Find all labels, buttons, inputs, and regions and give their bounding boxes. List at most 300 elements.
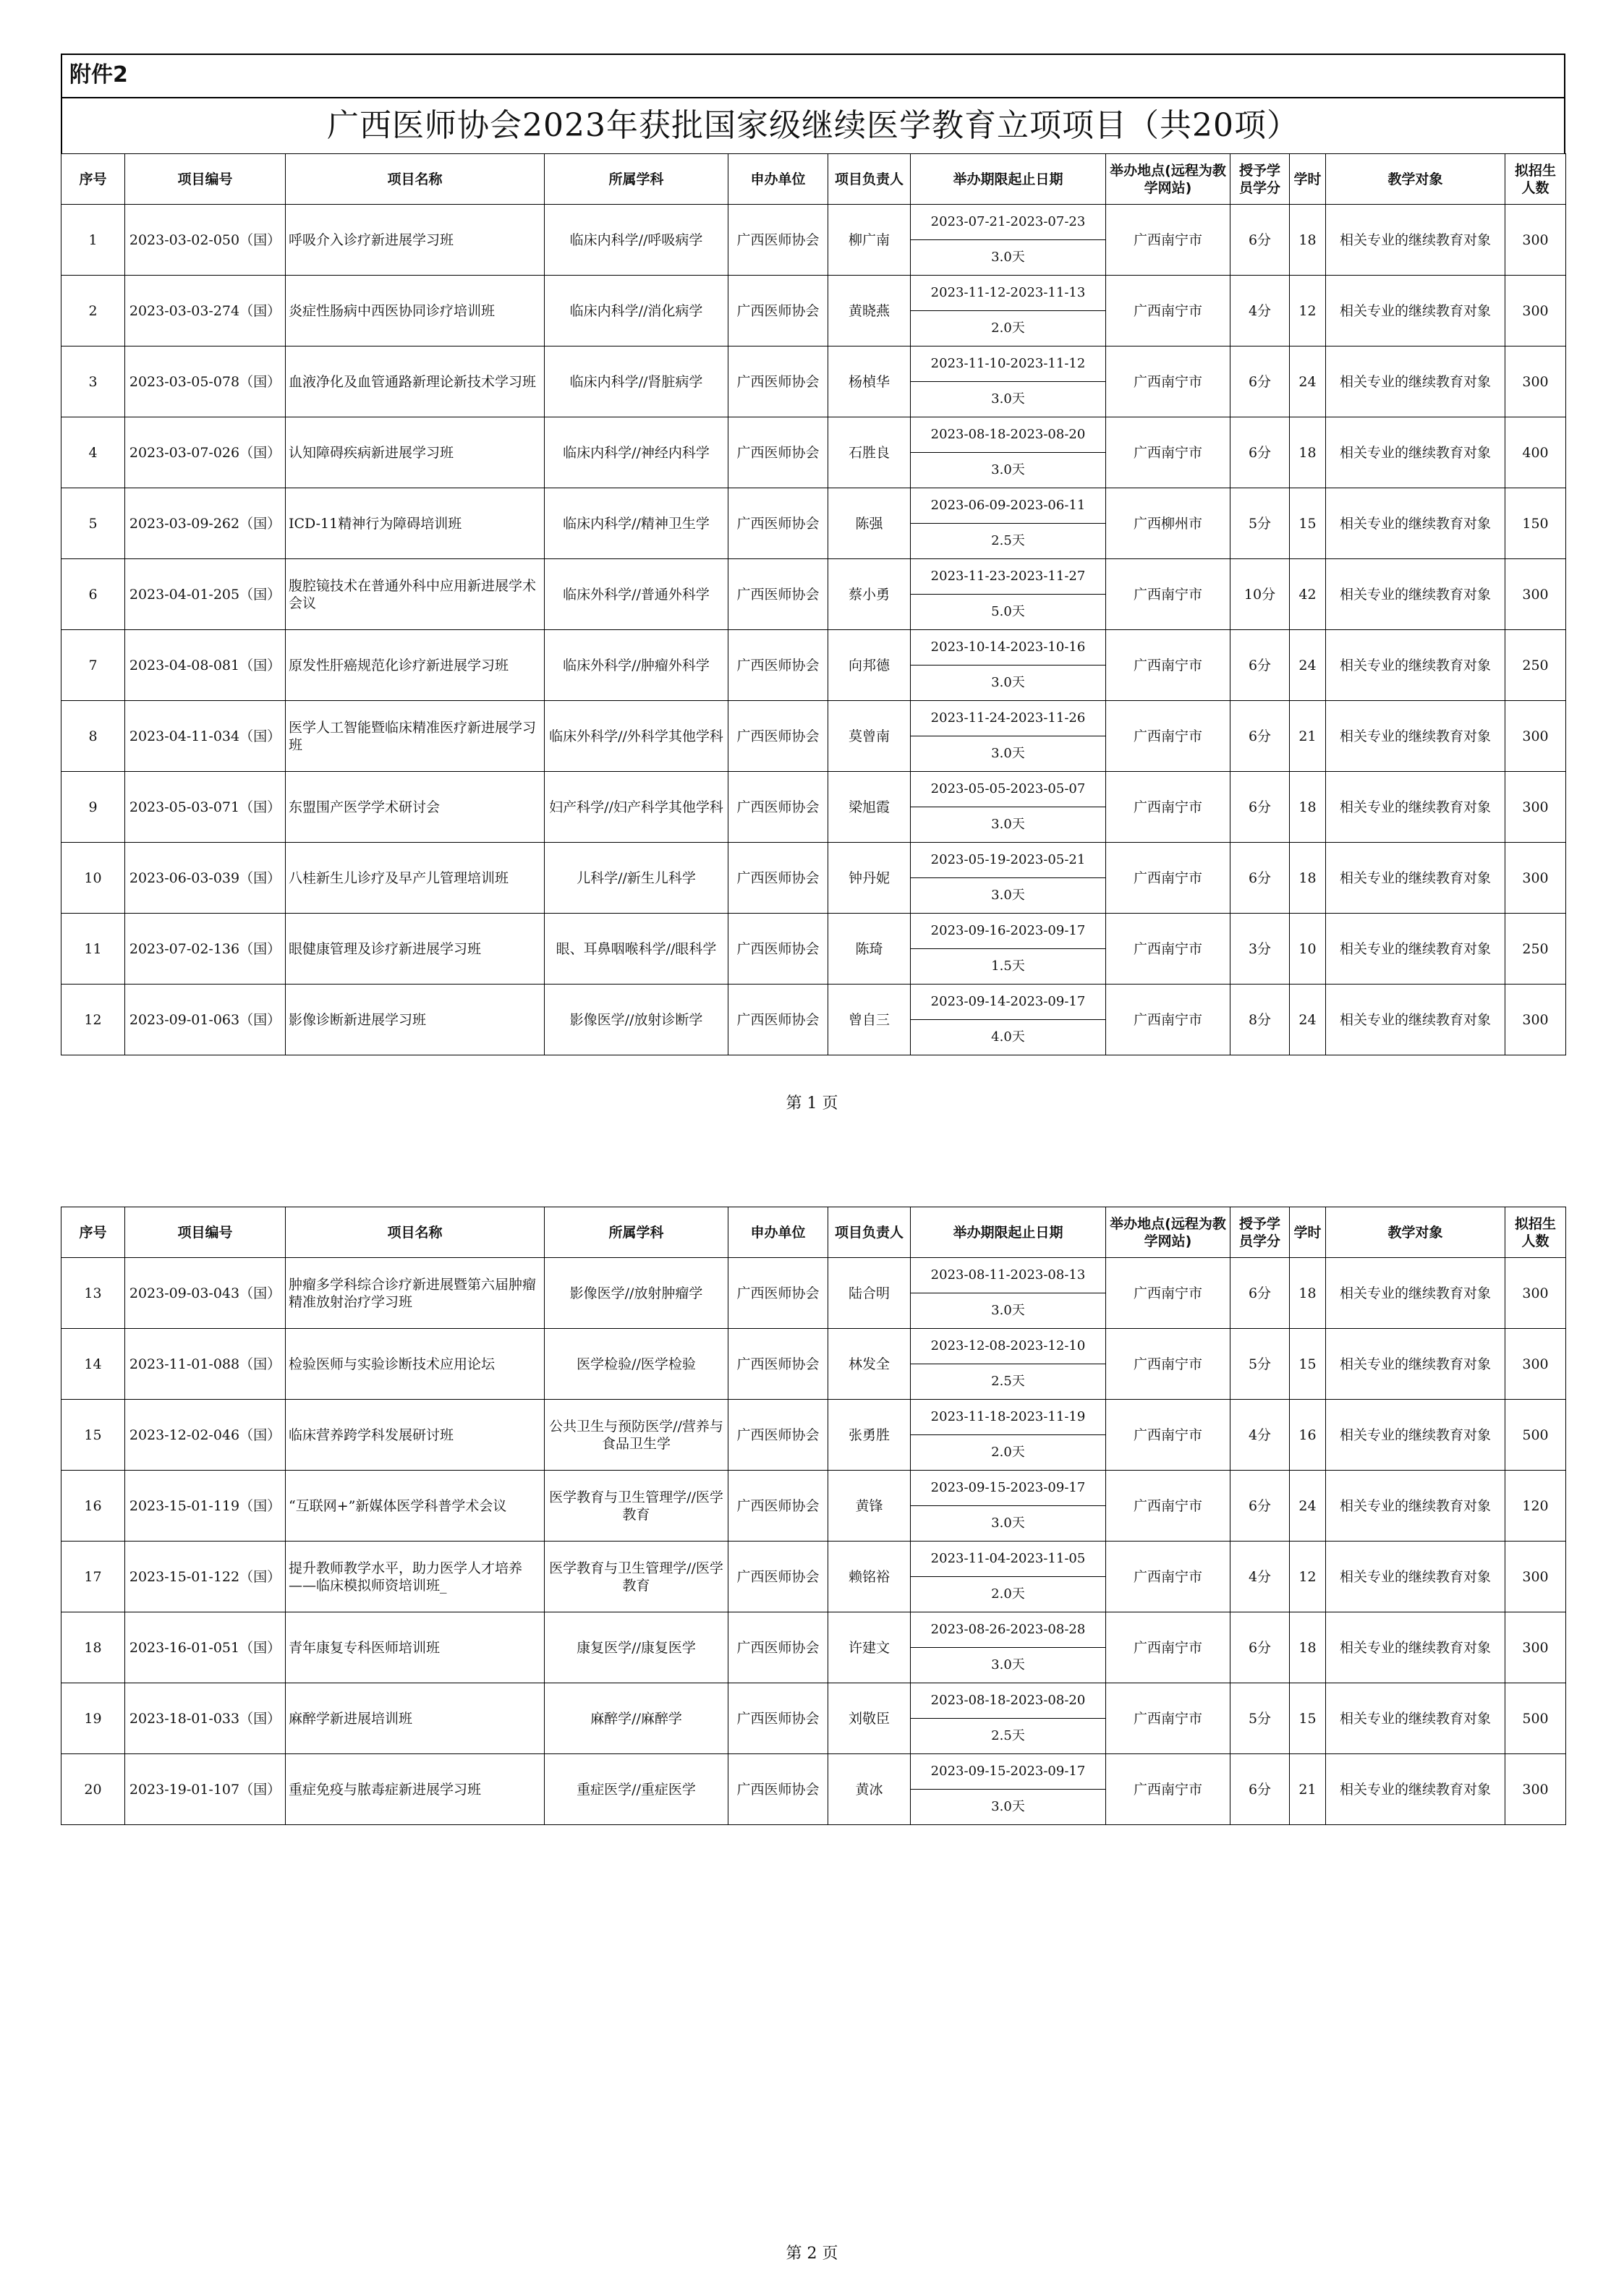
cell-enroll: 300 <box>1505 346 1566 417</box>
document-title: 广西医师协会2023年获批国家级继续医学教育立项项目（共20项） <box>61 97 1565 153</box>
cell-hours: 24 <box>1290 346 1326 417</box>
header-target: 教学对象 <box>1326 1207 1505 1258</box>
cell-lead: 许建文 <box>828 1612 911 1683</box>
cell-credit: 6分 <box>1230 772 1290 843</box>
cell-credit: 4分 <box>1230 1542 1290 1612</box>
table-row <box>61 346 1566 382</box>
cell-enroll: 300 <box>1505 205 1566 276</box>
cell-hours: 18 <box>1290 843 1326 914</box>
cell-lead: 曾自三 <box>828 985 911 1055</box>
cell-target: 相关专业的继续教育对象 <box>1326 417 1505 488</box>
cell-dates: 2023-08-11-2023-08-13 <box>911 1258 1106 1293</box>
cell-dates: 2023-09-16-2023-09-17 <box>911 914 1106 949</box>
cell-days: 3.0天 <box>911 453 1106 488</box>
cell-code: 2023-09-01-063（国） <box>125 985 286 1055</box>
cell-dates: 2023-10-14-2023-10-16 <box>911 630 1106 666</box>
cell-subject: 医学检验//医学检验 <box>545 1329 728 1400</box>
cell-lead: 赖铭裕 <box>828 1542 911 1612</box>
cell-hours: 16 <box>1290 1400 1326 1471</box>
cell-lead: 陆合明 <box>828 1258 911 1329</box>
cell-place: 广西柳州市 <box>1106 488 1230 559</box>
header-org: 申办单位 <box>728 1207 828 1258</box>
cell-days: 3.0天 <box>911 736 1106 772</box>
cell-lead: 陈琦 <box>828 914 911 985</box>
cell-target: 相关专业的继续教育对象 <box>1326 1754 1505 1825</box>
table-row <box>61 843 1566 878</box>
cell-hours: 12 <box>1290 276 1326 346</box>
table-row <box>61 985 1566 1020</box>
cell-lead: 陈强 <box>828 488 911 559</box>
cell-target: 相关专业的继续教育对象 <box>1326 1329 1505 1400</box>
cell-target: 相关专业的继续教育对象 <box>1326 701 1505 772</box>
cell-credit: 6分 <box>1230 1471 1290 1542</box>
cell-enroll: 500 <box>1505 1683 1566 1754</box>
cell-name: 青年康复专科医师培训班 <box>286 1612 545 1683</box>
table-row <box>61 1754 1566 1790</box>
cell-code: 2023-03-07-026（国） <box>125 417 286 488</box>
cell-place: 广西南宁市 <box>1106 1542 1230 1612</box>
cell-name: 血液净化及血管通路新理论新技术学习班 <box>286 346 545 417</box>
cell-hours: 42 <box>1290 559 1326 630</box>
table-header-row <box>61 1207 1566 1258</box>
cell-lead: 梁旭霞 <box>828 772 911 843</box>
cell-seq: 8 <box>61 701 125 772</box>
cell-name: 肿瘤多学科综合诊疗新进展暨第六届肿瘤精准放射治疗学习班 <box>286 1258 545 1329</box>
cell-days: 3.0天 <box>911 1293 1106 1329</box>
cell-target: 相关专业的继续教育对象 <box>1326 1471 1505 1542</box>
cell-name: 呼吸介入诊疗新进展学习班 <box>286 205 545 276</box>
header-org: 申办单位 <box>728 154 828 205</box>
cell-credit: 6分 <box>1230 1754 1290 1825</box>
cell-hours: 15 <box>1290 488 1326 559</box>
table-row <box>61 630 1566 666</box>
cell-org: 广西医师协会 <box>728 559 828 630</box>
cell-name: 检验医师与实验诊断技术应用论坛 <box>286 1329 545 1400</box>
cell-subject: 临床内科学//神经内科学 <box>545 417 728 488</box>
cell-hours: 18 <box>1290 205 1326 276</box>
cell-code: 2023-15-01-122（国） <box>125 1542 286 1612</box>
cell-seq: 12 <box>61 985 125 1055</box>
cell-place: 广西南宁市 <box>1106 1400 1230 1471</box>
cell-enroll: 300 <box>1505 1612 1566 1683</box>
cell-org: 广西医师协会 <box>728 276 828 346</box>
cell-code: 2023-03-03-274（国） <box>125 276 286 346</box>
cell-org: 广西医师协会 <box>728 1471 828 1542</box>
cell-org: 广西医师协会 <box>728 914 828 985</box>
cell-lead: 张勇胜 <box>828 1400 911 1471</box>
cell-subject: 临床内科学//呼吸病学 <box>545 205 728 276</box>
cell-lead: 莫曾南 <box>828 701 911 772</box>
table-row <box>61 1612 1566 1648</box>
cell-hours: 18 <box>1290 417 1326 488</box>
cell-enroll: 400 <box>1505 417 1566 488</box>
cell-lead: 柳广南 <box>828 205 911 276</box>
cell-place: 广西南宁市 <box>1106 417 1230 488</box>
cell-dates: 2023-05-05-2023-05-07 <box>911 772 1106 807</box>
cell-hours: 24 <box>1290 630 1326 701</box>
cell-code: 2023-04-08-081（国） <box>125 630 286 701</box>
project-table-page-1 <box>61 153 1566 1055</box>
cell-target: 相关专业的继续教育对象 <box>1326 346 1505 417</box>
cell-enroll: 300 <box>1505 1542 1566 1612</box>
cell-name: 眼健康管理及诊疗新进展学习班 <box>286 914 545 985</box>
cell-enroll: 300 <box>1505 985 1566 1055</box>
cell-dates: 2023-11-23-2023-11-27 <box>911 559 1106 595</box>
cell-name: 东盟围产医学学术研讨会 <box>286 772 545 843</box>
cell-hours: 18 <box>1290 1258 1326 1329</box>
cell-name: 临床营养跨学科发展研讨班 <box>286 1400 545 1471</box>
cell-dates: 2023-05-19-2023-05-21 <box>911 843 1106 878</box>
cell-place: 广西南宁市 <box>1106 1683 1230 1754</box>
cell-days: 3.0天 <box>911 1790 1106 1825</box>
cell-code: 2023-18-01-033（国） <box>125 1683 286 1754</box>
cell-target: 相关专业的继续教育对象 <box>1326 1542 1505 1612</box>
cell-enroll: 150 <box>1505 488 1566 559</box>
cell-name: 八桂新生儿诊疗及早产儿管理培训班 <box>286 843 545 914</box>
cell-target: 相关专业的继续教育对象 <box>1326 1400 1505 1471</box>
table-row <box>61 1400 1566 1435</box>
cell-subject: 临床内科学//肾脏病学 <box>545 346 728 417</box>
cell-place: 广西南宁市 <box>1106 630 1230 701</box>
cell-credit: 5分 <box>1230 1329 1290 1400</box>
cell-name: 炎症性肠病中西医协同诊疗培训班 <box>286 276 545 346</box>
cell-code: 2023-03-09-262（国） <box>125 488 286 559</box>
cell-target: 相关专业的继续教育对象 <box>1326 276 1505 346</box>
header-lead: 项目负责人 <box>828 154 911 205</box>
cell-hours: 15 <box>1290 1329 1326 1400</box>
header-name: 项目名称 <box>286 154 545 205</box>
cell-target: 相关专业的继续教育对象 <box>1326 1612 1505 1683</box>
cell-subject: 医学教育与卫生管理学//医学教育 <box>545 1471 728 1542</box>
header-seq: 序号 <box>61 1207 125 1258</box>
cell-enroll: 300 <box>1505 1754 1566 1825</box>
cell-subject: 临床外科学//肿瘤外科学 <box>545 630 728 701</box>
cell-subject: 临床外科学//普通外科学 <box>545 559 728 630</box>
cell-target: 相关专业的继续教育对象 <box>1326 1258 1505 1329</box>
cell-seq: 7 <box>61 630 125 701</box>
header-dates: 举办期限起止日期 <box>911 1207 1106 1258</box>
cell-lead: 钟丹妮 <box>828 843 911 914</box>
cell-days: 3.0天 <box>911 240 1106 276</box>
cell-seq: 3 <box>61 346 125 417</box>
cell-credit: 6分 <box>1230 630 1290 701</box>
table-body-page-1 <box>61 205 1566 1055</box>
cell-credit: 6分 <box>1230 417 1290 488</box>
cell-place: 广西南宁市 <box>1106 1754 1230 1825</box>
cell-enroll: 300 <box>1505 701 1566 772</box>
cell-code: 2023-07-02-136（国） <box>125 914 286 985</box>
cell-name: 提升教师教学水平，助力医学人才培养——临床模拟师资培训班_ <box>286 1542 545 1612</box>
cell-seq: 9 <box>61 772 125 843</box>
page-number-2: 第 2 页 <box>786 2245 838 2263</box>
cell-credit: 4分 <box>1230 276 1290 346</box>
table-row <box>61 1542 1566 1577</box>
cell-credit: 4分 <box>1230 1400 1290 1471</box>
cell-hours: 10 <box>1290 914 1326 985</box>
cell-seq: 1 <box>61 205 125 276</box>
header-hours: 学时 <box>1290 154 1326 205</box>
cell-name: 医学人工智能暨临床精准医疗新进展学习班 <box>286 701 545 772</box>
cell-dates: 2023-08-18-2023-08-20 <box>911 417 1106 453</box>
cell-target: 相关专业的继续教育对象 <box>1326 559 1505 630</box>
cell-seq: 16 <box>61 1471 125 1542</box>
cell-days: 3.0天 <box>911 666 1106 701</box>
cell-hours: 24 <box>1290 985 1326 1055</box>
table-row <box>61 205 1566 240</box>
cell-days: 3.0天 <box>911 878 1106 914</box>
cell-hours: 18 <box>1290 772 1326 843</box>
cell-subject: 重症医学//重症医学 <box>545 1754 728 1825</box>
cell-org: 广西医师协会 <box>728 1400 828 1471</box>
cell-hours: 18 <box>1290 1612 1326 1683</box>
cell-subject: 影像医学//放射肿瘤学 <box>545 1258 728 1329</box>
cell-code: 2023-16-01-051（国） <box>125 1612 286 1683</box>
cell-dates: 2023-11-04-2023-11-05 <box>911 1542 1106 1577</box>
cell-place: 广西南宁市 <box>1106 985 1230 1055</box>
cell-dates: 2023-09-15-2023-09-17 <box>911 1754 1106 1790</box>
cell-dates: 2023-08-26-2023-08-28 <box>911 1612 1106 1648</box>
table-row <box>61 417 1566 453</box>
cell-code: 2023-04-01-205（国） <box>125 559 286 630</box>
cell-seq: 2 <box>61 276 125 346</box>
header-target: 教学对象 <box>1326 154 1505 205</box>
cell-subject: 医学教育与卫生管理学//医学教育 <box>545 1542 728 1612</box>
cell-org: 广西医师协会 <box>728 417 828 488</box>
header-place: 举办地点(远程为教学网站) <box>1106 1207 1230 1258</box>
cell-seq: 20 <box>61 1754 125 1825</box>
header-credit: 授予学员学分 <box>1230 1207 1290 1258</box>
cell-hours: 21 <box>1290 1754 1326 1825</box>
cell-code: 2023-03-05-078（国） <box>125 346 286 417</box>
cell-days: 3.0天 <box>911 1506 1106 1542</box>
cell-days: 2.0天 <box>911 1577 1106 1612</box>
cell-days: 2.5天 <box>911 1719 1106 1754</box>
cell-subject: 临床内科学//消化病学 <box>545 276 728 346</box>
cell-code: 2023-03-02-050（国） <box>125 205 286 276</box>
cell-enroll: 300 <box>1505 1258 1566 1329</box>
cell-target: 相关专业的继续教育对象 <box>1326 1683 1505 1754</box>
cell-name: 影像诊断新进展学习班 <box>286 985 545 1055</box>
table-row <box>61 914 1566 949</box>
cell-seq: 13 <box>61 1258 125 1329</box>
table-row <box>61 1471 1566 1506</box>
cell-target: 相关专业的继续教育对象 <box>1326 985 1505 1055</box>
cell-code: 2023-11-01-088（国） <box>125 1329 286 1400</box>
cell-name: 认知障碍疾病新进展学习班 <box>286 417 545 488</box>
cell-days: 2.5天 <box>911 524 1106 559</box>
cell-credit: 8分 <box>1230 985 1290 1055</box>
cell-enroll: 300 <box>1505 276 1566 346</box>
table-header-row <box>61 154 1566 205</box>
header-credit: 授予学员学分 <box>1230 154 1290 205</box>
cell-seq: 18 <box>61 1612 125 1683</box>
cell-hours: 15 <box>1290 1683 1326 1754</box>
cell-code: 2023-15-01-119（国） <box>125 1471 286 1542</box>
cell-lead: 刘敬臣 <box>828 1683 911 1754</box>
table-row <box>61 1683 1566 1719</box>
cell-credit: 6分 <box>1230 205 1290 276</box>
header-subject: 所属学科 <box>545 1207 728 1258</box>
project-table-page-2 <box>61 1207 1566 1825</box>
cell-name: 重症免疫与脓毒症新进展学习班 <box>286 1754 545 1825</box>
cell-hours: 21 <box>1290 701 1326 772</box>
cell-days: 1.5天 <box>911 949 1106 985</box>
cell-seq: 14 <box>61 1329 125 1400</box>
table-row <box>61 559 1566 595</box>
cell-place: 广西南宁市 <box>1106 346 1230 417</box>
cell-lead: 蔡小勇 <box>828 559 911 630</box>
cell-lead: 林发全 <box>828 1329 911 1400</box>
cell-enroll: 120 <box>1505 1471 1566 1542</box>
table-row <box>61 1258 1566 1293</box>
cell-org: 广西医师协会 <box>728 701 828 772</box>
table-row <box>61 488 1566 524</box>
cell-credit: 3分 <box>1230 914 1290 985</box>
cell-place: 广西南宁市 <box>1106 772 1230 843</box>
cell-seq: 5 <box>61 488 125 559</box>
attachment-label: 附件2 <box>61 54 1565 97</box>
cell-subject: 公共卫生与预防医学//营养与食品卫生学 <box>545 1400 728 1471</box>
cell-credit: 6分 <box>1230 1258 1290 1329</box>
cell-seq: 4 <box>61 417 125 488</box>
table-row <box>61 701 1566 736</box>
cell-org: 广西医师协会 <box>728 488 828 559</box>
cell-credit: 6分 <box>1230 346 1290 417</box>
cell-lead: 向邦德 <box>828 630 911 701</box>
cell-seq: 10 <box>61 843 125 914</box>
header-hours: 学时 <box>1290 1207 1326 1258</box>
cell-name: 麻醉学新进展培训班 <box>286 1683 545 1754</box>
cell-credit: 5分 <box>1230 488 1290 559</box>
cell-days: 2.0天 <box>911 311 1106 346</box>
cell-days: 2.0天 <box>911 1435 1106 1471</box>
cell-dates: 2023-07-21-2023-07-23 <box>911 205 1106 240</box>
cell-org: 广西医师协会 <box>728 1754 828 1825</box>
cell-hours: 12 <box>1290 1542 1326 1612</box>
cell-credit: 6分 <box>1230 1612 1290 1683</box>
cell-enroll: 250 <box>1505 914 1566 985</box>
cell-days: 4.0天 <box>911 1020 1106 1055</box>
cell-name: 原发性肝癌规范化诊疗新进展学习班 <box>286 630 545 701</box>
cell-enroll: 250 <box>1505 630 1566 701</box>
cell-place: 广西南宁市 <box>1106 559 1230 630</box>
cell-enroll: 300 <box>1505 843 1566 914</box>
cell-lead: 黄冰 <box>828 1754 911 1825</box>
cell-lead: 黄晓燕 <box>828 276 911 346</box>
page-2 <box>61 1207 1565 1825</box>
cell-subject: 临床外科学//外科学其他学科 <box>545 701 728 772</box>
table-row <box>61 1329 1566 1364</box>
cell-code: 2023-19-01-107（国） <box>125 1754 286 1825</box>
cell-days: 5.0天 <box>911 595 1106 630</box>
cell-dates: 2023-11-12-2023-11-13 <box>911 276 1106 311</box>
cell-subject: 康复医学//康复医学 <box>545 1612 728 1683</box>
table-body-page-2 <box>61 1258 1566 1825</box>
cell-dates: 2023-08-18-2023-08-20 <box>911 1683 1106 1719</box>
cell-org: 广西医师协会 <box>728 843 828 914</box>
cell-enroll: 300 <box>1505 1329 1566 1400</box>
header-subject: 所属学科 <box>545 154 728 205</box>
header-lead: 项目负责人 <box>828 1207 911 1258</box>
cell-subject: 妇产科学//妇产科学其他学科 <box>545 772 728 843</box>
cell-subject: 儿科学//新生儿科学 <box>545 843 728 914</box>
header-seq: 序号 <box>61 154 125 205</box>
cell-org: 广西医师协会 <box>728 630 828 701</box>
cell-subject: 影像医学//放射诊断学 <box>545 985 728 1055</box>
cell-credit: 10分 <box>1230 559 1290 630</box>
cell-lead: 石胜良 <box>828 417 911 488</box>
cell-code: 2023-12-02-046（国） <box>125 1400 286 1471</box>
cell-subject: 眼、耳鼻咽喉科学//眼科学 <box>545 914 728 985</box>
cell-hours: 24 <box>1290 1471 1326 1542</box>
cell-code: 2023-06-03-039（国） <box>125 843 286 914</box>
cell-name: “互联网+”新媒体医学科普学术会议 <box>286 1471 545 1542</box>
header-dates: 举办期限起止日期 <box>911 154 1106 205</box>
cell-dates: 2023-09-14-2023-09-17 <box>911 985 1106 1020</box>
cell-code: 2023-05-03-071（国） <box>125 772 286 843</box>
header-enroll: 拟招生人数 <box>1505 1207 1566 1258</box>
header-enroll: 拟招生人数 <box>1505 154 1566 205</box>
cell-dates: 2023-11-18-2023-11-19 <box>911 1400 1106 1435</box>
cell-days: 3.0天 <box>911 807 1106 843</box>
cell-code: 2023-04-11-034（国） <box>125 701 286 772</box>
cell-org: 广西医师协会 <box>728 205 828 276</box>
table-row <box>61 276 1566 311</box>
cell-seq: 6 <box>61 559 125 630</box>
cell-enroll: 300 <box>1505 772 1566 843</box>
cell-place: 广西南宁市 <box>1106 276 1230 346</box>
cell-target: 相关专业的继续教育对象 <box>1326 843 1505 914</box>
cell-place: 广西南宁市 <box>1106 205 1230 276</box>
cell-org: 广西医师协会 <box>728 1329 828 1400</box>
cell-target: 相关专业的继续教育对象 <box>1326 630 1505 701</box>
cell-enroll: 500 <box>1505 1400 1566 1471</box>
cell-seq: 17 <box>61 1542 125 1612</box>
cell-place: 广西南宁市 <box>1106 1612 1230 1683</box>
cell-lead: 杨楨华 <box>828 346 911 417</box>
cell-days: 3.0天 <box>911 1648 1106 1683</box>
cell-enroll: 300 <box>1505 559 1566 630</box>
cell-target: 相关专业的继续教育对象 <box>1326 205 1505 276</box>
header-name: 项目名称 <box>286 1207 545 1258</box>
header-code: 项目编号 <box>125 154 286 205</box>
cell-dates: 2023-11-24-2023-11-26 <box>911 701 1106 736</box>
table-row <box>61 772 1566 807</box>
cell-place: 广西南宁市 <box>1106 843 1230 914</box>
cell-subject: 临床内科学//精神卫生学 <box>545 488 728 559</box>
page-1 <box>61 54 1565 1055</box>
cell-days: 2.5天 <box>911 1364 1106 1400</box>
cell-target: 相关专业的继续教育对象 <box>1326 914 1505 985</box>
cell-dates: 2023-09-15-2023-09-17 <box>911 1471 1106 1506</box>
cell-days: 3.0天 <box>911 382 1106 417</box>
cell-org: 广西医师协会 <box>728 1542 828 1612</box>
cell-name: ICD-11精神行为障碍培训班 <box>286 488 545 559</box>
cell-seq: 19 <box>61 1683 125 1754</box>
cell-place: 广西南宁市 <box>1106 1329 1230 1400</box>
cell-org: 广西医师协会 <box>728 985 828 1055</box>
cell-org: 广西医师协会 <box>728 346 828 417</box>
cell-seq: 11 <box>61 914 125 985</box>
cell-dates: 2023-06-09-2023-06-11 <box>911 488 1106 524</box>
cell-target: 相关专业的继续教育对象 <box>1326 772 1505 843</box>
cell-target: 相关专业的继续教育对象 <box>1326 488 1505 559</box>
cell-credit: 5分 <box>1230 1683 1290 1754</box>
cell-place: 广西南宁市 <box>1106 701 1230 772</box>
cell-seq: 15 <box>61 1400 125 1471</box>
cell-dates: 2023-12-08-2023-12-10 <box>911 1329 1106 1364</box>
cell-org: 广西医师协会 <box>728 1612 828 1683</box>
